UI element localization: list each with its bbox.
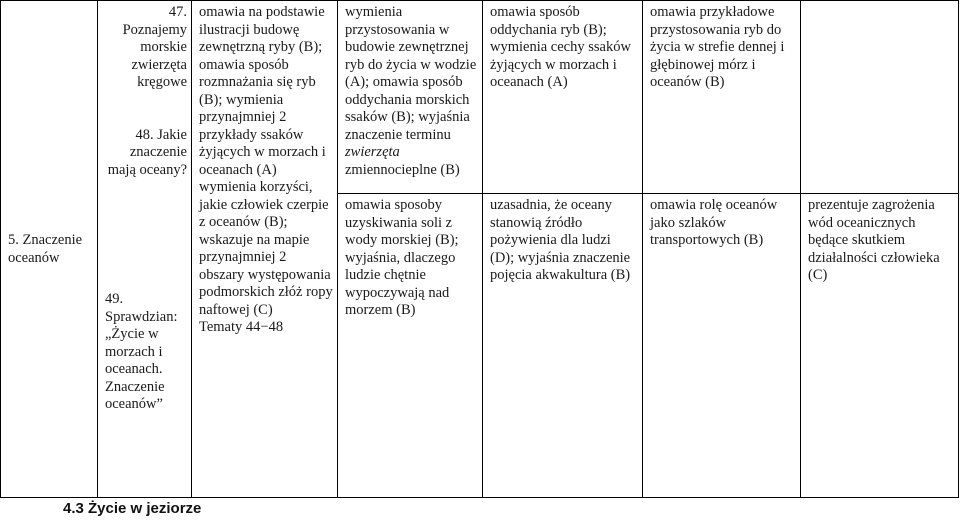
lesson-48: 48. Jakie znaczenie mają oceany? xyxy=(107,126,187,178)
complementary-requirement-2: uzasadnia, że oceany stanowią źródło pożywienia dla ludzi (D); wyjaśnia znaczenie pojęcia akwakultura (B) xyxy=(490,197,631,284)
extended-requirement-cell-1 xyxy=(338,1,483,194)
lessons-cell xyxy=(98,1,192,498)
advanced-requirement-1: omawia przykładowe przystosowania ryb do życia w strefie dennej i głębinowej mórz i oceanów (B) xyxy=(650,4,785,90)
basic-requirement-2: wymienia korzyści, jakie człowiek czerpie z oceanów (B); wskazuje na mapie przynajmniej 2 obszary występowania podmorskich złóż ropy naftowej (C) xyxy=(199,179,333,318)
section-heading: 4.3 Życie w jeziorze xyxy=(63,500,202,517)
extended-italic-term: zwierzęta xyxy=(345,144,400,160)
advanced-requirement-cell-1 xyxy=(643,1,801,194)
complementary-requirement-cell-1 xyxy=(483,1,643,194)
topics-range: Tematy 44−48 xyxy=(199,319,284,335)
basic-requirements-cell xyxy=(192,1,338,498)
excellent-requirement-cell-2 xyxy=(801,194,959,498)
extended-requirement-2: omawia sposoby uzyskiwania soli z wody morskiej (B); wyjaśnia, dlaczego ludzie chętnie wypoczywają nad morzem (B) xyxy=(345,197,459,319)
excellent-requirement-2: prezentuje zagrożenia wód oceanicznych będące skutkiem działalności człowieka (C) xyxy=(808,197,940,284)
extended-requirement-1 xyxy=(345,4,478,179)
advanced-requirement-cell-2 xyxy=(643,194,801,498)
extended-text-part: zmiennocieplne (B) xyxy=(345,161,460,178)
extended-requirement-cell-2 xyxy=(338,194,483,498)
lesson-47: 47. Poznajemy morskie zwierzęta kręgowe xyxy=(122,4,187,90)
topic-label: 5. Znaczenie oceanów xyxy=(8,232,83,266)
excellent-requirement-cell-1 xyxy=(801,1,959,194)
table-row xyxy=(1,1,959,194)
basic-requirement-1: omawia na podstawie ilustracji budowę zewnętrzną ryby (B); omawia sposób rozmnażania się ryb (B); wymienia przynajmniej 2 przykłady ssaków żyjących w morzach i oceanach (A) xyxy=(199,4,326,178)
lesson-49: 49. Sprawdzian: „Życie w morzach i oceanach. Znaczenie oceanów” xyxy=(105,291,178,412)
complementary-requirement-1: omawia sposób oddychania ryb (B); wymienia cechy ssaków żyjących w morzach i oceanach (A) xyxy=(490,4,631,90)
advanced-requirement-2: omawia rolę oceanów jako szlaków transportowych (B) xyxy=(650,197,778,249)
topic-cell xyxy=(1,1,98,498)
complementary-requirement-cell-2 xyxy=(483,194,643,498)
extended-text-part: wymienia przystosowania w budowie zewnętrznej ryb do życia w wodzie (A); omawia sposób oddychania morskich ssaków (B); wyjaśnia znaczenie terminu xyxy=(345,4,477,143)
